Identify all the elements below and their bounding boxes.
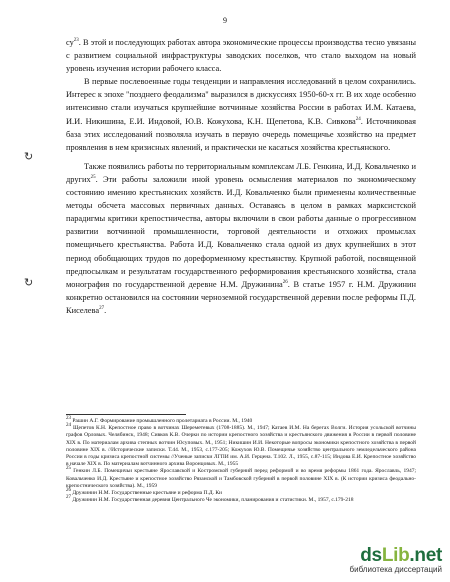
footnote-separator xyxy=(66,414,186,415)
footnote-ref: 24 xyxy=(355,116,361,122)
footnote-number: 25 xyxy=(66,466,71,472)
footnotes xyxy=(66,418,416,504)
footnote-text: Дружинин Н.М. Государственная деревня Центрального Че экономики, планирования и статистики. М., 1957, с.179-218 xyxy=(71,497,354,504)
text-segment: . xyxy=(104,305,107,315)
footnote-number: 27 xyxy=(66,495,71,501)
paragraph xyxy=(66,160,416,317)
footnote-number: 23 xyxy=(66,416,71,422)
paragraph xyxy=(66,75,416,154)
footnote-text: Рашин А.Г. Формирование промышленного пролетариата в России. М., 1940 xyxy=(71,418,253,424)
text-segment: Также появились работы по территориальным комплексам Л.Б. Генкина, И.Д. Ковальченко и других xyxy=(66,161,416,184)
main-text xyxy=(66,36,416,317)
text-segment: . Источниковая база этих исследований позволяла изучать в первую очередь помещичье хозяйство на предмет проявления в нем кризисных явлений, и практически не касаться хозяйства крестьянского. xyxy=(66,116,416,152)
footnote-number: 24 xyxy=(66,423,71,429)
dslib-logo: dsLib.net xyxy=(360,545,442,566)
footnote-ref: 26 xyxy=(282,279,288,285)
footnote-ref: 23 xyxy=(73,38,79,44)
text-segment: В первые послевоенные годы тенденции и направления исследований в целом сохранились. Интерес к эпохе "позднего феодализма" выразился в дискуссиях 1950-60-х гг. В их ходе особенно интенсивно стали изучаться крупнейшие вотчинные хозяйства России в работах И.М. Катаева, И.И. Никишина, Е.И. Индовой, Ю.В. Кожухова, К.Н. Щепетова, К.В. Сивкова xyxy=(66,77,416,126)
watermark-subtitle: библиотека диссертаций xyxy=(349,565,442,574)
margin-scan-icon: ↻ xyxy=(24,150,34,163)
page-number: 9 xyxy=(223,16,227,25)
footnote xyxy=(66,425,416,468)
footnote-text: Генкин Л.Б. Помещичьи крестьяне Ярославской и Костромской губерний перед реформой и во время реформы 1861 года. Ярославль, 1947; Ковальченко И.Д. Крестьяне и крепостное хозяйство Рязанской и Тамбовской губерний в первой половине XIX в. (К истории кризиса феодально-крепостнического хозяйства). М., 1959 xyxy=(66,468,416,489)
footnote-number: 26 xyxy=(66,488,71,494)
text-segment: . Эти работы заложили иной уровень осмысления материалов по экономическому состоянию имению крестьянских хозяйств. И.Д. Ковальченко были применены количественные методы обсчета массовых первичных данных. Оставаясь в целом в рамках марксистской парадигмы критики крепостничества, авторы включили в свои работы данные о прогрессивном развитии вотчинной промышленности, торговой деятельности и отхожих промыслах помещичьего крестьянства. Работа И.Д. Ковальченко стала одной из двух крупнейших в этот период обобщающих трудов по дореформенному крестьянству. Крупной работой, посвященной предпосылкам и результатам государственного реформирования крестьянского хозяйства, стала монография по государственной деревне Н.М. Дружинина xyxy=(66,174,416,289)
footnote xyxy=(66,497,416,504)
footnote-text: Щепетов К.Н. Крепостное право в вотчинах Шереметевых (1708-1885). М., 1947; Катаев И.М. На берегах Волги. История усольской вотчины графов Орловых. Челябинск, 1948; Сивков К.В. Очерки по истории крепостного хозяйства и крестьянского движения в России в первой половине XIX в. По материалам архива степных вотчин Юсуповых. М., 1951; Никишин И.И. Некоторые вопросы экономики крепостного хозяйства в первой половине XIX в. //Исторические записки. Т.44. М., 1953, с.177-205; Кожухов Ю.В. Помещичье хозяйство центрального земледельческого района России в годы кризиса крепостной системы //Ученые записки ЛГПИ им. А.И. Герцена. Т.102. Л., 1955, с.87-115; Индова Е.И. Крепостное хозяйство в начале XIX в. По материалам вотчинного архива Воронцовых. М., 1955 xyxy=(66,425,416,468)
margin-scan-icon: ↻ xyxy=(24,276,34,289)
dslib-watermark xyxy=(350,545,442,574)
footnote-text: Дружинин Н.М. Государственные крестьяне и реформа П.Д. Ки xyxy=(71,490,222,497)
paragraph xyxy=(66,36,416,75)
footnote-ref: 25 xyxy=(90,175,96,181)
text-segment: . В статье 1957 г. Н.М. Дружинин конкретно остановился на состоянии черноземной государственной деревни после реформы П.Д. Киселева xyxy=(66,279,417,315)
footnote-ref: 27 xyxy=(99,306,105,312)
text-segment: . В этой и последующих работах автора экономические процессы производства тесно увязаны с развитием социальной инфраструктуры заводских поселков, что стало выходом на новый уровень изучения истории рабочего класса. xyxy=(66,38,416,74)
text-segment: су xyxy=(66,38,74,47)
footnote xyxy=(66,468,416,490)
